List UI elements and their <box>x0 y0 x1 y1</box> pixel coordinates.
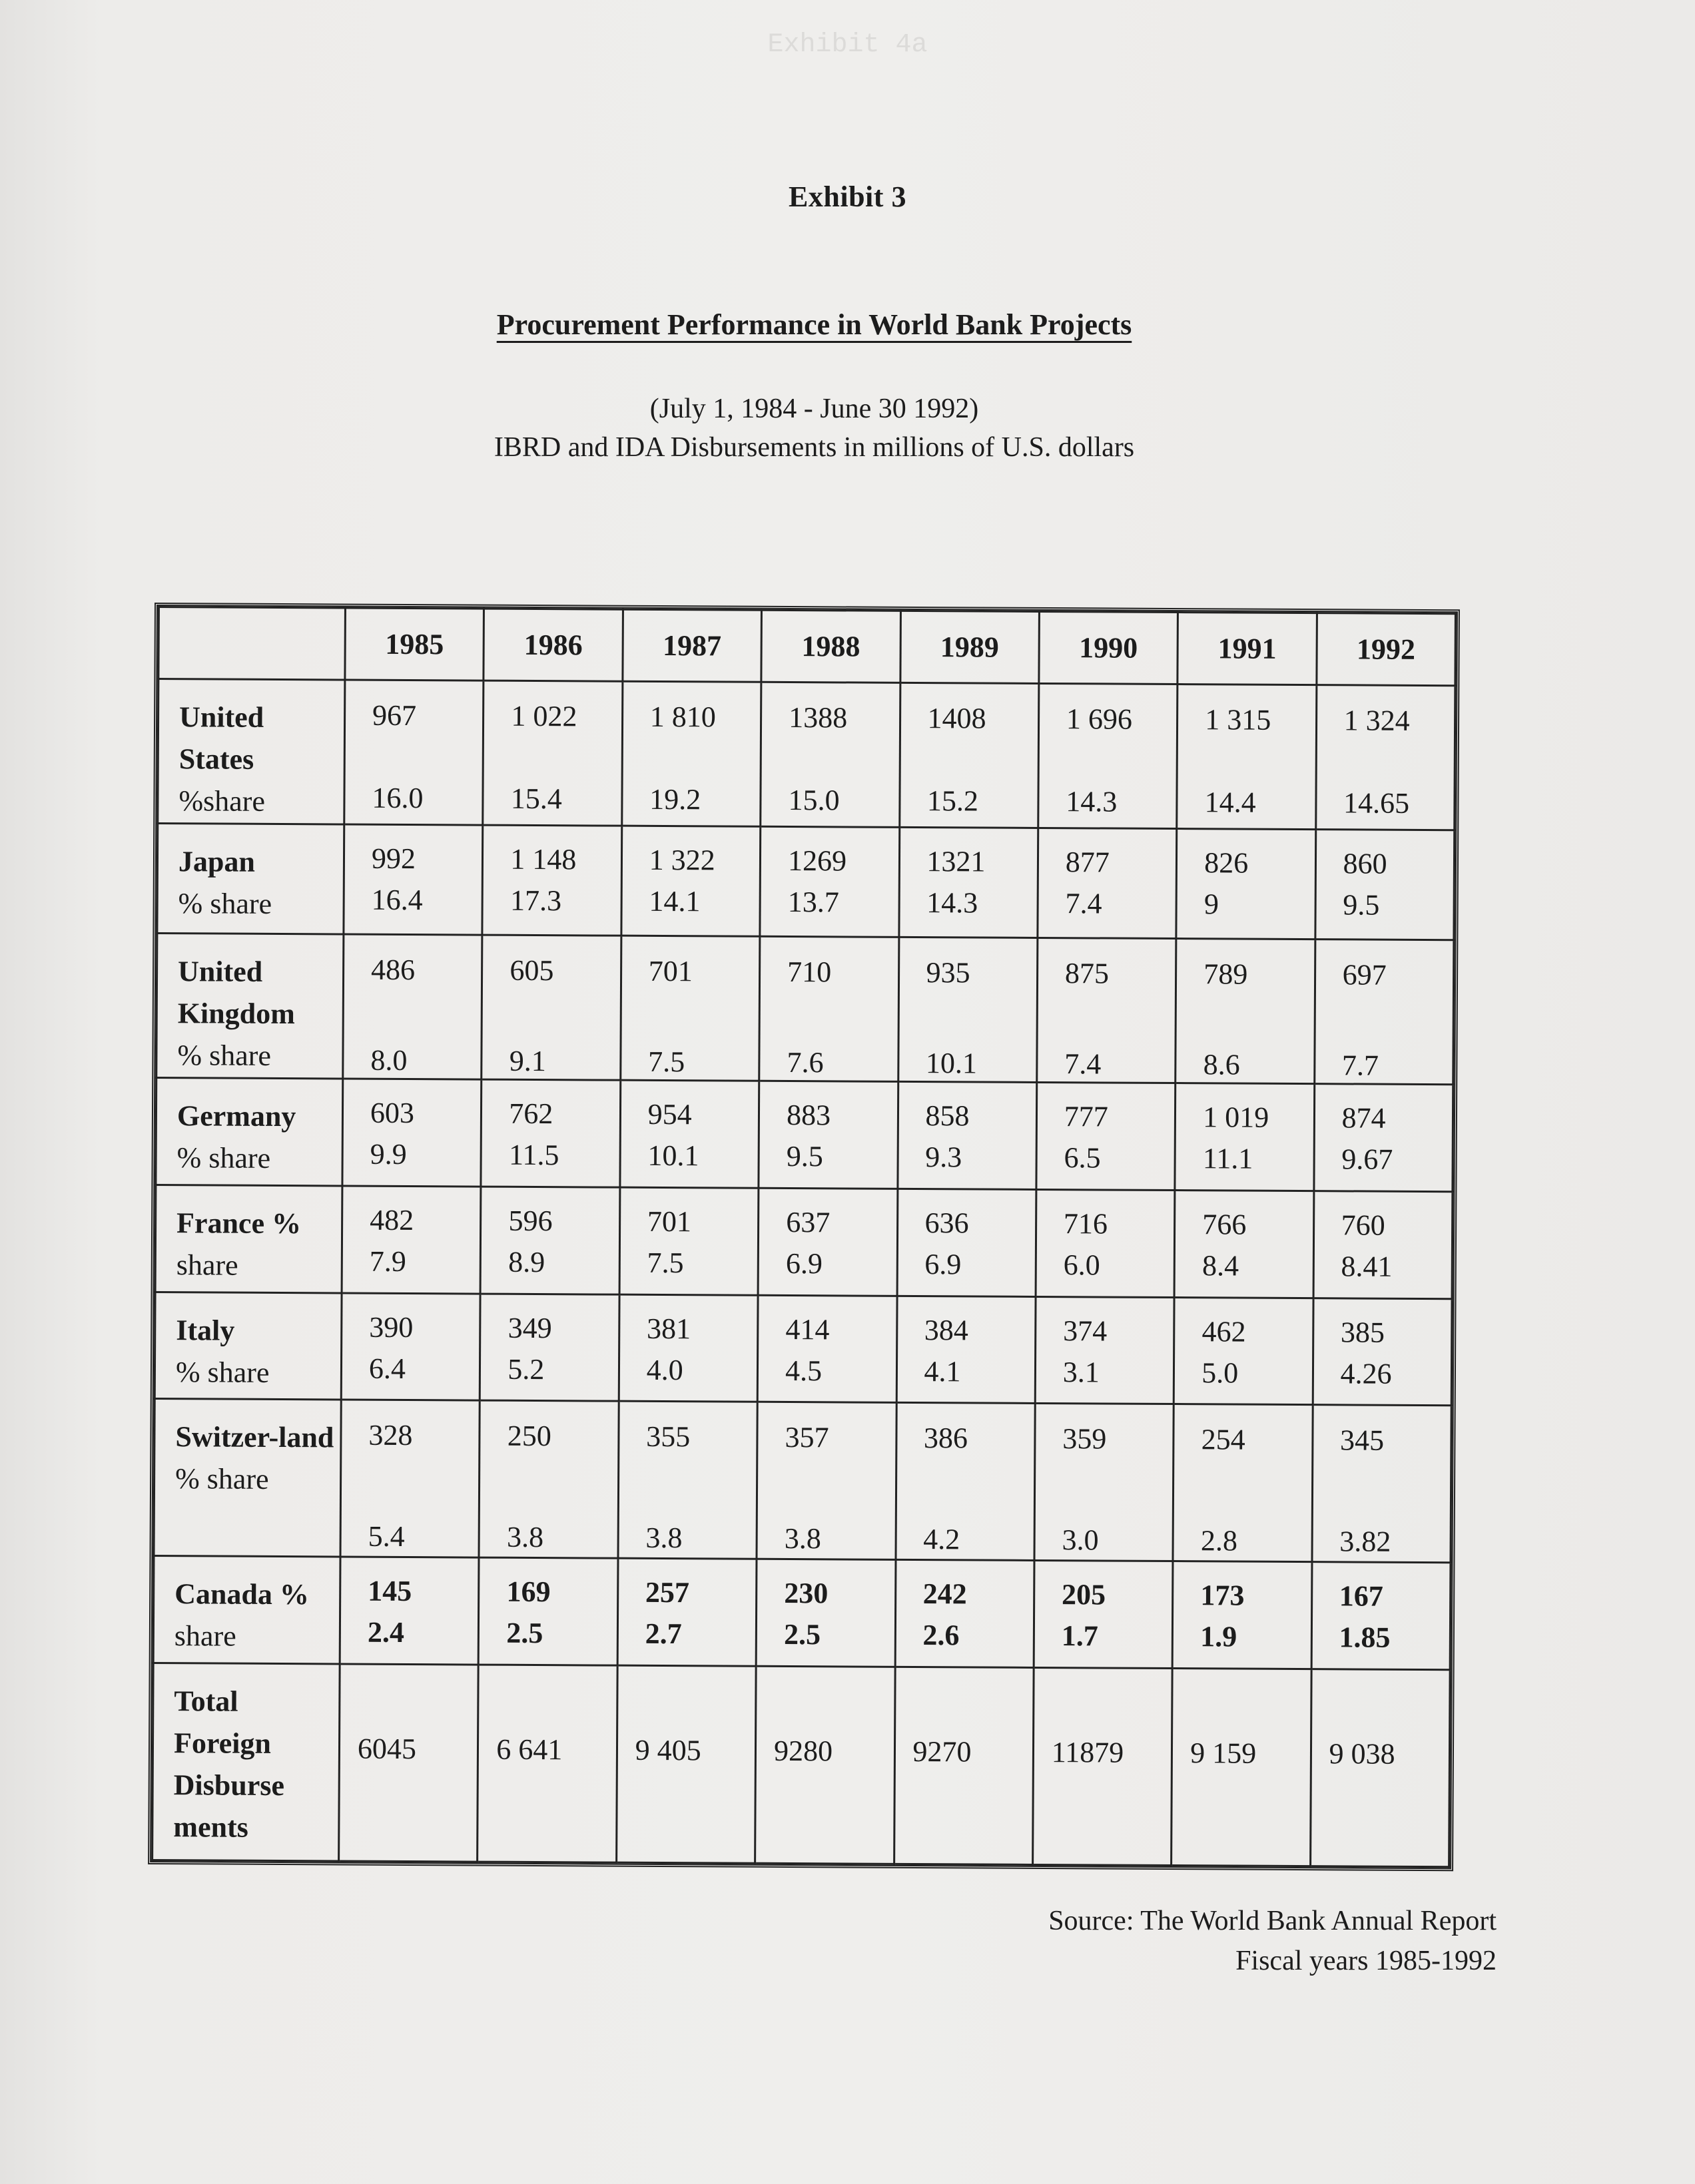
total-cell <box>1310 1669 1450 1866</box>
share-value: 2.4 <box>367 1615 405 1649</box>
data-cell <box>1176 939 1315 1084</box>
disbursement-value: 1 810 <box>649 700 716 734</box>
row-label: United States <box>178 700 264 776</box>
disbursement-value: 777 <box>1064 1100 1108 1133</box>
disbursement-value: 1 148 <box>510 842 577 876</box>
share-value: 9 <box>1203 888 1219 921</box>
disbursement-value: 875 <box>1064 957 1110 990</box>
procurement-table-frame <box>148 603 1460 1871</box>
row-label: Switzer-land <box>175 1420 334 1454</box>
data-cell <box>343 934 483 1079</box>
data-cell <box>1312 1405 1452 1563</box>
disbursement-value: 390 <box>369 1310 414 1344</box>
share-value: 4.26 <box>1340 1356 1392 1390</box>
data-cell <box>341 1293 480 1401</box>
disbursement-value: 860 <box>1343 847 1387 880</box>
disbursement-value: 766 <box>1202 1208 1247 1241</box>
share-value: 9.5 <box>1343 888 1380 922</box>
data-cell <box>342 1186 481 1294</box>
row-label-cell <box>157 934 344 1079</box>
data-cell <box>619 1187 759 1295</box>
share-value: 16.0 <box>372 781 424 815</box>
share-value: 14.4 <box>1204 786 1256 819</box>
share-value: 2.8 <box>1200 1524 1238 1557</box>
share-value: 2.5 <box>783 1618 821 1651</box>
share-value: 1.7 <box>1061 1619 1098 1653</box>
total-cell <box>478 1665 617 1862</box>
share-value: 9.3 <box>925 1141 962 1174</box>
data-cell <box>759 937 899 1082</box>
total-value: 9 159 <box>1190 1736 1257 1770</box>
data-cell <box>1038 828 1177 939</box>
data-cell <box>896 1296 1036 1404</box>
share-value: 13.7 <box>787 885 839 919</box>
share-value: 15.0 <box>788 783 840 817</box>
row-label: Germany <box>176 1099 296 1133</box>
disbursement-value: 967 <box>372 698 417 732</box>
disbursement-value: 254 <box>1201 1423 1245 1456</box>
disbursement-value: 636 <box>924 1207 969 1240</box>
total-label: Total Foreign Disburse ments <box>153 1663 340 1861</box>
share-value: 8.0 <box>370 1044 408 1077</box>
share-value: 7.9 <box>369 1244 406 1278</box>
disbursement-value: 384 <box>924 1313 968 1346</box>
share-value: 8.41 <box>1341 1250 1393 1283</box>
total-value: 9 405 <box>635 1733 701 1767</box>
disbursement-value: 1388 <box>789 700 848 734</box>
disbursement-value: 992 <box>371 842 416 875</box>
row-sublabel: share <box>174 1619 236 1653</box>
disbursement-value: 826 <box>1204 846 1249 880</box>
disbursement-value: 385 <box>1340 1315 1385 1349</box>
data-cell <box>895 1559 1034 1667</box>
disbursement-value: 345 <box>1339 1424 1385 1457</box>
row-sublabel: share <box>176 1248 238 1282</box>
disbursement-value: 874 <box>1341 1101 1386 1135</box>
total-cell <box>894 1667 1034 1864</box>
total-value: 9 038 <box>1329 1737 1395 1771</box>
share-value: 6.0 <box>1063 1248 1100 1282</box>
data-cell <box>1314 1084 1453 1192</box>
disbursement-value: 374 <box>1063 1314 1108 1348</box>
share-value: 4.0 <box>646 1353 683 1386</box>
share-value: 17.3 <box>509 884 562 918</box>
row-label-cell <box>158 679 345 824</box>
disbursement-value: 603 <box>370 1097 415 1130</box>
disbursement-value: 386 <box>923 1422 968 1455</box>
report-title <box>0 308 1628 342</box>
bleed-through-text: Exhibit 4a <box>767 30 928 60</box>
row-label-cell <box>153 1556 340 1664</box>
share-value: 7.5 <box>648 1045 685 1079</box>
data-cell <box>1175 1083 1314 1191</box>
total-cell <box>1032 1667 1172 1865</box>
data-cell <box>895 1403 1035 1561</box>
share-value: 9.67 <box>1341 1143 1393 1177</box>
disbursement-value: 1 696 <box>1066 702 1133 736</box>
disbursement-value: 701 <box>648 955 693 988</box>
disbursement-value: 1 324 <box>1343 704 1410 737</box>
data-cell <box>897 1082 1036 1190</box>
disbursement-value: 1321 <box>926 844 986 878</box>
data-cell <box>340 1557 479 1665</box>
data-cell <box>1034 1561 1173 1669</box>
data-cell <box>899 682 1039 828</box>
share-value: 5.2 <box>508 1352 545 1386</box>
year-header: 1985 <box>345 608 484 681</box>
share-value: 5.4 <box>368 1519 405 1553</box>
share-value: 7.4 <box>1064 1047 1102 1081</box>
disbursement-value: 250 <box>507 1419 551 1453</box>
table-row <box>158 679 1455 830</box>
disbursement-value: 381 <box>646 1312 691 1345</box>
disbursement-value: 1408 <box>927 702 986 735</box>
data-cell <box>482 936 621 1081</box>
data-cell <box>759 1081 898 1189</box>
disbursement-value: 858 <box>925 1099 970 1133</box>
table-row <box>153 1556 1451 1670</box>
data-cell <box>480 1187 619 1294</box>
row-sublabel: % share <box>175 1355 270 1389</box>
data-cell <box>479 1400 619 1558</box>
row-label-cell <box>157 823 344 934</box>
row-label-cell <box>155 1292 342 1400</box>
report-period: (July 1, 1984 - June 30 1992) <box>649 394 979 424</box>
share-value: 14.3 <box>926 886 978 920</box>
data-cell <box>1315 829 1454 940</box>
disbursement-value: 167 <box>1339 1579 1383 1613</box>
share-value: 7.5 <box>647 1246 684 1280</box>
share-value: 3.0 <box>1062 1523 1099 1557</box>
disbursement-value: 355 <box>646 1420 691 1454</box>
data-cell <box>342 1079 482 1187</box>
data-cell <box>618 1401 758 1559</box>
total-value: 6045 <box>357 1732 417 1765</box>
year-header: 1989 <box>900 611 1039 683</box>
year-header: 1990 <box>1039 611 1178 684</box>
share-value: 3.1 <box>1062 1355 1100 1389</box>
table-row <box>154 1399 1451 1563</box>
share-value: 3.8 <box>645 1521 683 1555</box>
data-cell <box>898 938 1038 1083</box>
disbursement-value: 486 <box>370 954 416 987</box>
data-cell <box>1174 1190 1313 1298</box>
total-value: 11879 <box>1051 1735 1124 1769</box>
row-sublabel: %share <box>178 784 266 818</box>
disbursement-value: 414 <box>785 1312 830 1346</box>
year-header: 1987 <box>623 609 762 682</box>
disbursement-value: 596 <box>508 1204 553 1238</box>
data-cell <box>757 1295 896 1403</box>
disbursement-value: 173 <box>1200 1579 1245 1612</box>
disbursement-value: 169 <box>506 1575 551 1609</box>
data-cell <box>622 681 762 826</box>
total-cell <box>755 1666 895 1864</box>
data-cell <box>760 826 899 938</box>
share-value: 14.1 <box>649 884 701 918</box>
share-value: 8.6 <box>1203 1048 1240 1082</box>
data-cell <box>1173 1404 1313 1562</box>
data-cell <box>1177 684 1317 830</box>
data-cell <box>898 827 1038 938</box>
data-cell <box>1172 1561 1311 1669</box>
data-cell <box>1034 1404 1174 1561</box>
year-header: 1992 <box>1317 613 1456 686</box>
share-value: 10.1 <box>647 1139 699 1173</box>
share-value: 3.8 <box>784 1522 821 1555</box>
disbursement-value: 935 <box>926 956 970 989</box>
data-cell <box>482 825 621 936</box>
data-cell <box>621 936 761 1081</box>
total-cell <box>1172 1668 1311 1866</box>
share-value: 9.9 <box>370 1138 407 1171</box>
row-label: France % <box>176 1207 302 1240</box>
share-value: 15.4 <box>510 782 562 816</box>
table-row <box>157 934 1454 1085</box>
row-label: Japan <box>178 845 256 878</box>
disbursement-value: 760 <box>1341 1209 1385 1242</box>
disbursement-value: 877 <box>1065 846 1110 879</box>
disbursement-value: 349 <box>508 1311 552 1344</box>
data-cell <box>1036 1189 1175 1297</box>
source-note <box>1048 1901 1497 1981</box>
row-sublabel: % share <box>174 1462 269 1496</box>
table-corner-cell <box>159 607 346 680</box>
data-cell <box>1311 1562 1451 1670</box>
share-value: 11.1 <box>1202 1142 1253 1175</box>
disbursement-value: 1 022 <box>511 699 577 733</box>
disbursement-value: 637 <box>786 1205 831 1239</box>
data-cell <box>619 1294 758 1402</box>
report-units: IBRD and IDA Disbursements in millions of U.S. dollars <box>494 432 1135 463</box>
disbursement-value: 789 <box>1203 957 1248 991</box>
procurement-table <box>151 606 1457 1868</box>
total-cell <box>339 1664 479 1862</box>
disbursement-value: 357 <box>785 1421 829 1454</box>
disbursement-value: 1269 <box>787 844 847 878</box>
table-row <box>155 1292 1452 1406</box>
share-value: 11.5 <box>508 1139 559 1172</box>
share-value: 7.7 <box>1341 1049 1379 1083</box>
total-row <box>153 1663 1451 1866</box>
row-label: United Kingdom <box>177 955 295 1031</box>
data-cell <box>897 1189 1036 1296</box>
disbursement-value: 1 322 <box>649 843 715 877</box>
disbursement-value: 242 <box>922 1577 967 1611</box>
share-value: 8.4 <box>1201 1249 1239 1282</box>
data-cell <box>1176 828 1315 940</box>
data-cell <box>756 1559 895 1667</box>
share-value: 5.0 <box>1201 1356 1239 1390</box>
table-row <box>155 1185 1453 1298</box>
share-value: 4.2 <box>923 1523 960 1556</box>
total-value: 6 641 <box>496 1733 563 1766</box>
share-value: 10.1 <box>925 1047 978 1080</box>
data-cell <box>483 681 623 826</box>
disbursement-value: 328 <box>368 1418 413 1452</box>
total-value: 9270 <box>912 1735 972 1769</box>
data-cell <box>1036 1083 1176 1191</box>
row-label: Canada % <box>174 1577 310 1611</box>
data-cell <box>761 682 900 827</box>
data-cell <box>758 1188 897 1296</box>
year-header: 1991 <box>1178 613 1317 685</box>
data-cell <box>344 680 484 825</box>
report-title-text: Procurement Performance in World Bank Projects <box>496 308 1132 341</box>
disbursement-value: 697 <box>1342 958 1387 992</box>
share-value: 3.82 <box>1339 1525 1391 1558</box>
data-cell <box>340 1400 480 1557</box>
disbursement-value: 762 <box>509 1097 553 1131</box>
share-value: 4.5 <box>785 1354 823 1387</box>
data-cell <box>617 1558 757 1666</box>
disbursement-value: 205 <box>1061 1578 1106 1611</box>
share-value: 7.4 <box>1065 887 1102 920</box>
row-label-cell <box>154 1399 341 1557</box>
data-cell <box>1315 685 1455 830</box>
data-cell <box>620 1081 759 1189</box>
data-cell <box>1035 1296 1174 1404</box>
row-sublabel: % share <box>177 1039 272 1073</box>
row-sublabel: % share <box>176 1141 271 1175</box>
share-value: 3.8 <box>506 1520 544 1554</box>
disbursement-value: 462 <box>1201 1314 1246 1348</box>
share-value: 14.65 <box>1343 786 1410 820</box>
data-cell <box>1037 938 1177 1083</box>
share-value: 14.3 <box>1066 785 1118 818</box>
row-label-cell <box>155 1185 342 1292</box>
share-value: 8.9 <box>508 1245 545 1279</box>
data-cell <box>1174 1297 1313 1405</box>
share-value: 4.1 <box>924 1354 961 1388</box>
share-value: 2.7 <box>645 1617 682 1651</box>
data-cell <box>1313 1191 1453 1299</box>
disbursement-value: 482 <box>370 1203 414 1237</box>
share-value: 6.4 <box>368 1352 406 1385</box>
disbursement-value: 1 315 <box>1205 703 1271 736</box>
data-cell <box>481 1079 620 1187</box>
share-value: 2.6 <box>922 1619 960 1652</box>
data-cell <box>479 1557 618 1665</box>
share-value: 19.2 <box>649 782 701 816</box>
share-value: 9.1 <box>509 1045 546 1078</box>
share-value: 1.9 <box>1200 1620 1237 1653</box>
share-value: 6.9 <box>924 1248 962 1281</box>
year-header: 1986 <box>484 609 623 681</box>
source-line-2: Fiscal years 1985-1992 <box>1235 1946 1497 1976</box>
exhibit-label: Exhibit 3 <box>789 180 906 213</box>
total-cell <box>616 1665 756 1863</box>
row-label: Italy <box>176 1313 235 1347</box>
disbursement-value: 257 <box>645 1576 690 1609</box>
share-value: 9.5 <box>786 1140 823 1173</box>
table-row <box>157 823 1455 940</box>
disbursement-value: 701 <box>647 1205 692 1238</box>
share-value: 16.4 <box>371 883 423 916</box>
table-body <box>153 679 1455 1867</box>
row-sublabel: % share <box>178 887 272 920</box>
share-value: 6.5 <box>1064 1141 1101 1175</box>
disbursement-value: 710 <box>787 956 832 989</box>
share-value: 6.9 <box>785 1246 823 1280</box>
disbursement-value: 716 <box>1063 1207 1108 1240</box>
disbursement-value: 954 <box>647 1098 692 1131</box>
table-header-row <box>159 607 1456 686</box>
data-cell <box>621 826 761 937</box>
data-cell <box>757 1402 896 1559</box>
share-value: 15.2 <box>926 784 979 818</box>
disbursement-value: 230 <box>784 1577 829 1610</box>
data-cell <box>480 1294 619 1402</box>
disbursement-value: 605 <box>509 954 554 987</box>
data-cell <box>1038 683 1178 828</box>
disbursement-value: 145 <box>368 1574 412 1608</box>
share-value: 1.85 <box>1339 1621 1391 1654</box>
source-line-1: Source: The World Bank Annual Report <box>1048 1906 1497 1936</box>
share-value: 7.6 <box>787 1046 824 1079</box>
disbursement-value: 1 019 <box>1203 1101 1269 1135</box>
data-cell <box>1313 1298 1452 1406</box>
disbursement-value: 359 <box>1062 1422 1107 1456</box>
table-row <box>156 1078 1453 1192</box>
year-header: 1988 <box>761 610 900 682</box>
row-label-cell <box>156 1078 343 1186</box>
disbursement-value: 883 <box>786 1099 831 1132</box>
total-value: 9280 <box>773 1734 833 1768</box>
share-value: 2.5 <box>506 1616 543 1650</box>
data-cell <box>1314 940 1454 1085</box>
data-cell <box>344 824 483 936</box>
